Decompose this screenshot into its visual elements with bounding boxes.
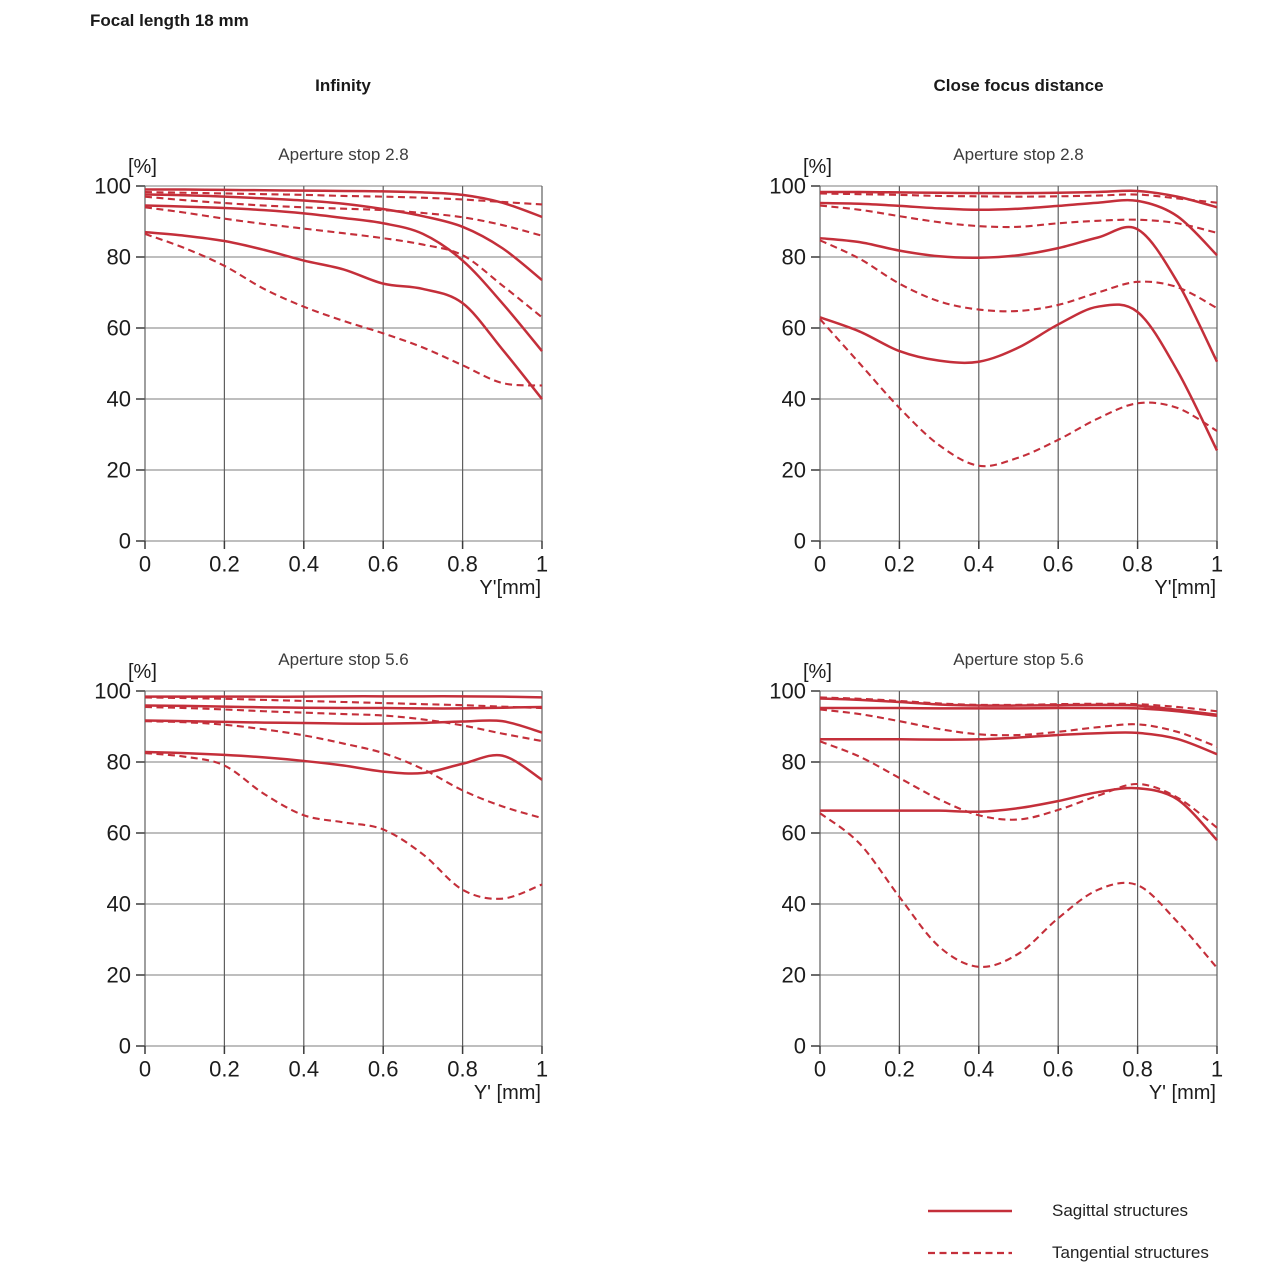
- x-tick-label: 0.6: [1042, 1056, 1074, 1082]
- plot-area: [94, 678, 549, 1082]
- legend-item-tangential: [928, 1240, 1209, 1266]
- chart-subtitle: Aperture stop 5.6: [278, 650, 409, 669]
- x-tick-label: 0.2: [884, 1056, 915, 1082]
- x-axis-label: Y'[mm]: [479, 577, 541, 599]
- curve-tangential-4: [820, 813, 1217, 968]
- legend-label-sagittal: Sagittal structures: [1052, 1201, 1189, 1220]
- y-axis-unit: [%]: [803, 661, 832, 683]
- y-tick-label: 60: [781, 820, 806, 846]
- y-tick-label: 100: [94, 678, 131, 704]
- x-tick-label: 0.8: [447, 551, 478, 577]
- plot-area: [94, 173, 549, 577]
- x-tick-label: 0.6: [1042, 551, 1074, 577]
- x-tick-label: 1: [535, 551, 549, 577]
- x-tick-label: 0.4: [963, 1056, 995, 1082]
- chart-close-focus-f5-6: [769, 650, 1224, 1104]
- dashed-line-swatch: [928, 1250, 1012, 1256]
- chart-infinity-f2-8: [94, 145, 549, 599]
- legend-label-tangential: Tangential structures: [1052, 1243, 1209, 1262]
- y-tick-label: 100: [769, 678, 806, 704]
- x-tick-label: 0.6: [367, 551, 399, 577]
- curve-sagittal-4: [145, 752, 542, 780]
- x-tick-label: 0.8: [447, 1056, 478, 1082]
- y-axis-unit: [%]: [128, 156, 157, 178]
- x-axis-label: Y' [mm]: [473, 1082, 541, 1104]
- y-tick-label: 80: [781, 749, 806, 775]
- y-tick-label: 0: [118, 528, 131, 554]
- y-tick-label: 40: [781, 891, 806, 917]
- curve-sagittal-4: [820, 305, 1217, 451]
- y-tick-label: 80: [106, 244, 131, 270]
- curve-sagittal-2: [820, 708, 1217, 716]
- y-axis-unit: [%]: [803, 156, 832, 178]
- y-tick-label: 60: [781, 315, 806, 341]
- legend: [928, 1198, 1209, 1276]
- y-tick-label: 80: [106, 749, 131, 775]
- x-tick-label: 0.2: [884, 551, 915, 577]
- y-axis-unit: [%]: [128, 661, 157, 683]
- plot-area: [769, 173, 1224, 577]
- x-tick-label: 0.4: [288, 551, 320, 577]
- y-tick-label: 40: [106, 891, 131, 917]
- chart-infinity-f5-6: [94, 650, 549, 1104]
- column-header-close-focus: Close focus distance: [933, 76, 1104, 95]
- curve-sagittal-3: [145, 720, 542, 732]
- y-tick-label: 20: [106, 962, 131, 988]
- plot-area: [769, 678, 1224, 1082]
- x-tick-label: 0.4: [288, 1056, 320, 1082]
- x-tick-label: 0.8: [1122, 551, 1153, 577]
- solid-line-swatch: [928, 1208, 1012, 1214]
- curve-tangential-4: [145, 753, 542, 899]
- x-tick-label: 0: [813, 1056, 827, 1082]
- x-axis-label: Y'[mm]: [1154, 577, 1216, 599]
- x-tick-label: 0: [813, 551, 827, 577]
- y-tick-label: 20: [781, 457, 806, 483]
- x-tick-label: 1: [535, 1056, 549, 1082]
- y-tick-label: 100: [769, 173, 806, 199]
- x-tick-label: 0.8: [1122, 1056, 1153, 1082]
- x-tick-label: 0.4: [963, 551, 995, 577]
- x-tick-label: 0: [138, 551, 152, 577]
- x-tick-label: 1: [1210, 1056, 1224, 1082]
- y-tick-label: 40: [106, 386, 131, 412]
- y-tick-label: 0: [118, 1033, 131, 1059]
- page-title: Focal length 18 mm: [90, 11, 249, 30]
- chart-subtitle: Aperture stop 5.6: [953, 650, 1084, 669]
- curve-sagittal-1: [820, 698, 1217, 714]
- chart-subtitle: Aperture stop 2.8: [953, 145, 1084, 164]
- x-tick-label: 0: [138, 1056, 152, 1082]
- y-tick-label: 0: [793, 528, 806, 554]
- y-tick-label: 20: [106, 457, 131, 483]
- y-tick-label: 60: [106, 315, 131, 341]
- y-tick-label: 40: [781, 386, 806, 412]
- curve-tangential-1: [820, 193, 1217, 202]
- x-axis-label: Y' [mm]: [1148, 1082, 1216, 1104]
- curve-sagittal-3: [145, 206, 542, 352]
- y-tick-label: 20: [781, 962, 806, 988]
- legend-item-sagittal: [928, 1198, 1209, 1224]
- chart-close-focus-f2-8: [769, 145, 1224, 599]
- curve-tangential-3: [145, 721, 542, 818]
- curve-tangential-3: [145, 207, 542, 317]
- column-header-infinity: Infinity: [315, 76, 371, 95]
- y-tick-label: 0: [793, 1033, 806, 1059]
- y-tick-label: 80: [781, 244, 806, 270]
- x-tick-label: 0.6: [367, 1056, 399, 1082]
- curve-tangential-3: [820, 741, 1217, 827]
- x-tick-label: 1: [1210, 551, 1224, 577]
- y-tick-label: 100: [94, 173, 131, 199]
- curve-tangential-2: [820, 709, 1217, 746]
- x-tick-label: 0.2: [209, 1056, 240, 1082]
- chart-subtitle: Aperture stop 2.8: [278, 145, 409, 164]
- curve-sagittal-1: [145, 696, 542, 697]
- y-tick-label: 60: [106, 820, 131, 846]
- curve-sagittal-4: [820, 788, 1217, 840]
- x-tick-label: 0.2: [209, 551, 240, 577]
